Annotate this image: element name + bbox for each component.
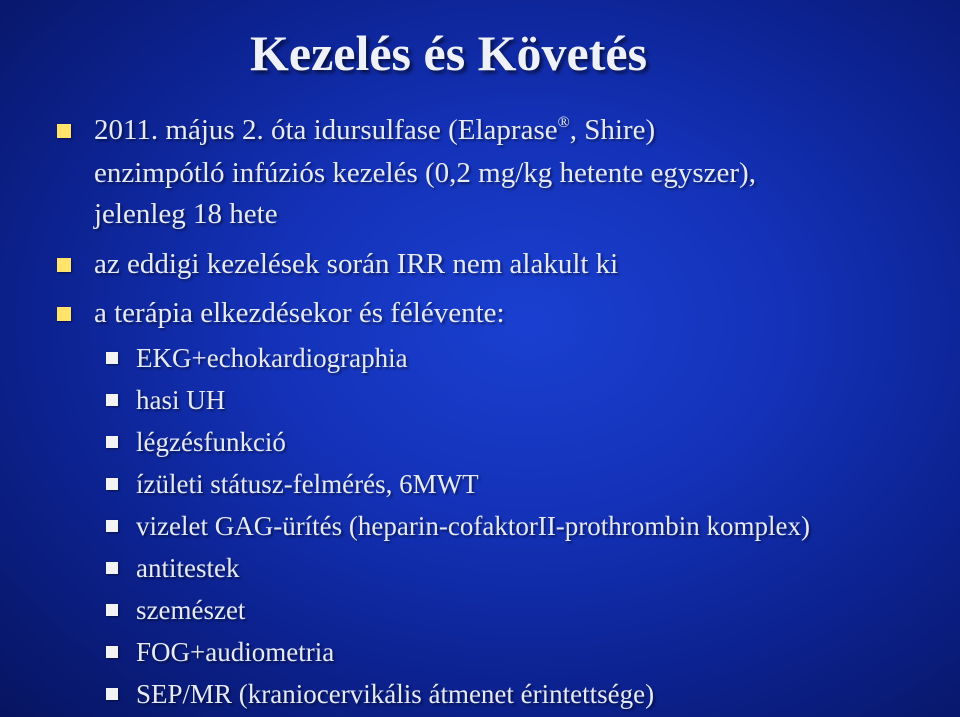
bullet-item-2-text: az eddigi kezelések során IRR nem alakult ki — [94, 248, 619, 280]
bullet-marker — [57, 124, 71, 138]
bullet-item-2 — [94, 244, 618, 285]
sub-bullet-marker — [106, 436, 118, 448]
sub-bullet-text: szemészet — [136, 595, 246, 625]
sub-bullet-marker — [106, 604, 118, 616]
sub-bullet-item — [136, 506, 810, 546]
sub-bullet-text: légzésfunkció — [136, 427, 286, 457]
slide-title: Kezelés és Követés — [250, 25, 648, 81]
sub-bullet-text: antitestek — [136, 553, 240, 583]
sub-bullet-marker — [106, 352, 118, 364]
sub-bullet-item — [136, 590, 245, 630]
sub-bullet-marker — [106, 520, 118, 532]
sub-bullet-item — [136, 632, 334, 672]
registered-mark: ® — [557, 114, 570, 131]
bullet-item-1 — [94, 110, 655, 151]
sub-bullet-item — [136, 674, 654, 714]
sub-bullet-marker — [106, 478, 118, 490]
bullet-item-1-line-1: 2011. május 2. óta idursulfase (Elaprase — [94, 114, 558, 146]
sub-bullet-text: ízületi státusz-felmérés, 6MWT — [136, 469, 479, 499]
sub-bullet-marker — [106, 562, 118, 574]
bullet-item-1-line-2: enzimpótló infúziós kezelés (0,2 mg/kg hetente egyszer), — [94, 157, 756, 189]
sub-bullet-item — [136, 422, 286, 462]
sub-bullet-text: FOG+audiometria — [136, 637, 335, 667]
bullet-marker — [57, 307, 71, 321]
sub-bullet-text: hasi UH — [136, 385, 226, 415]
bullet-marker — [57, 258, 71, 272]
sub-bullet-item — [136, 464, 479, 504]
sub-bullet-text: SEP/MR (kraniocervikális átmenet érintettsége) — [136, 679, 655, 709]
sub-bullet-text: EKG+echokardiographia — [136, 343, 408, 373]
sub-bullet-item — [136, 380, 225, 420]
bullet-item-1-line-1-tail: , Shire) — [569, 114, 656, 146]
sub-bullet-text: vizelet GAG-ürítés (heparin-cofaktorII-prothrombin komplex) — [136, 511, 811, 541]
bullet-item-1-line-3: jelenleg 18 hete — [94, 198, 278, 230]
sub-bullet-marker — [106, 688, 118, 700]
sub-bullet-item — [136, 338, 408, 378]
sub-bullet-marker — [106, 646, 118, 658]
bullet-item-3 — [94, 293, 505, 334]
sub-bullet-item — [136, 548, 239, 588]
bullet-item-3-text: a terápia elkezdésekor és félévente: — [94, 297, 505, 329]
sub-bullet-marker — [106, 394, 118, 406]
